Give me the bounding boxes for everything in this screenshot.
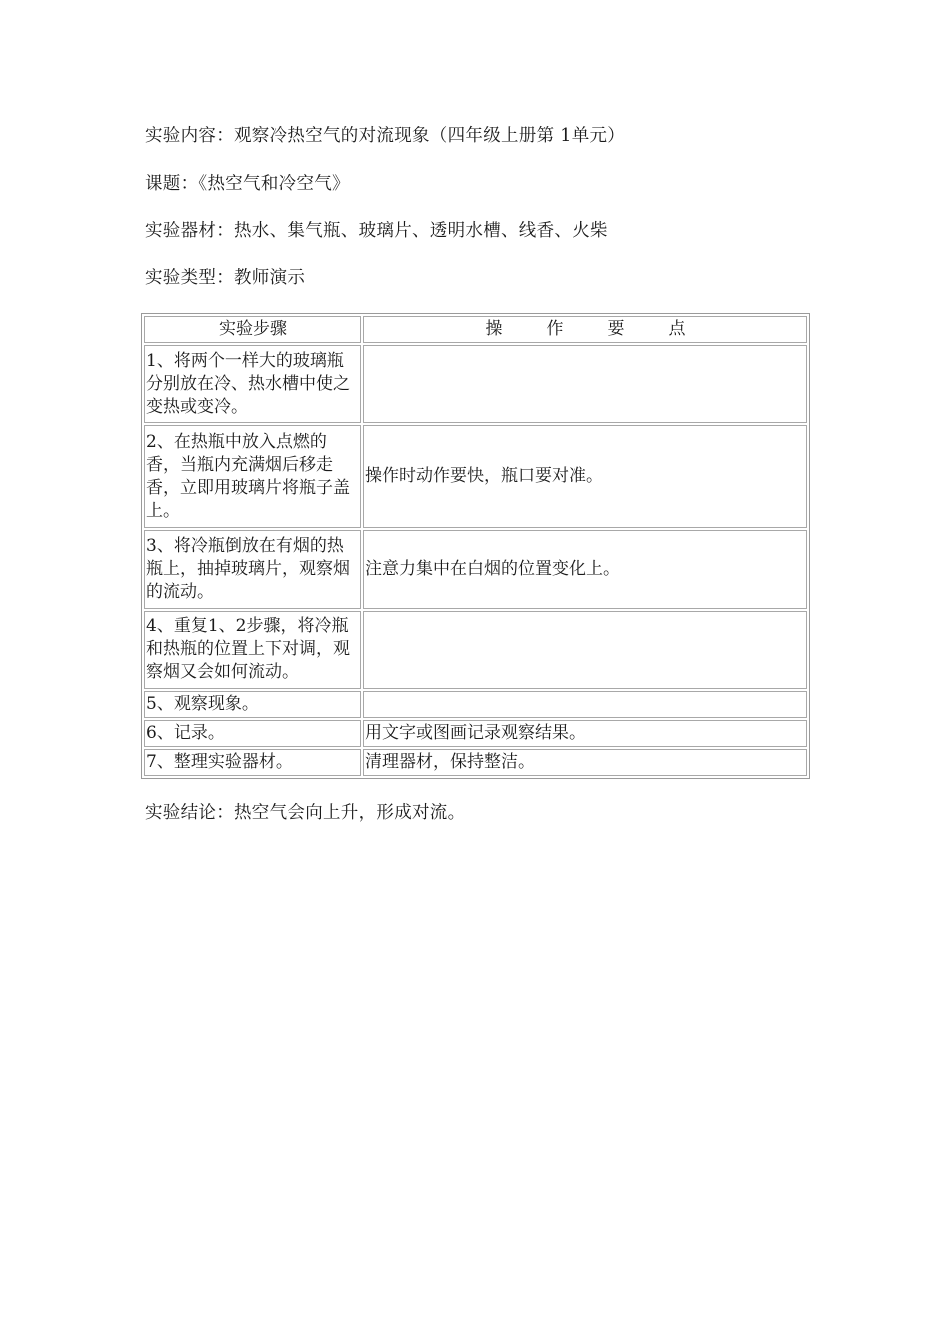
lesson-topic: 课题：《热空气和冷空气》	[145, 174, 350, 194]
step-cell: 6、记录。	[144, 720, 361, 747]
point-cell: 用文字或图画记录观察结果。	[363, 720, 807, 747]
header-point-char: 点	[668, 319, 686, 340]
header-operation-points	[363, 316, 807, 343]
step-cell: 4、重复1、2步骤，将冷瓶和热瓶的位置上下对调，观察烟又会如何流动。	[144, 611, 361, 689]
table-row	[144, 749, 807, 776]
header-point-char: 作	[546, 319, 564, 340]
step-cell: 5、观察现象。	[144, 691, 361, 718]
header-point-char: 要	[607, 319, 625, 340]
point-cell	[363, 691, 807, 718]
point-cell	[363, 611, 807, 689]
table-row	[144, 720, 807, 747]
experiment-type: 实验类型：教师演示	[145, 268, 306, 288]
steps-table	[141, 313, 810, 779]
experiment-materials: 实验器材：热水、集气瓶、玻璃片、透明水槽、线香、火柴	[145, 221, 608, 241]
experiment-conclusion: 实验结论：热空气会向上升，形成对流。	[145, 803, 466, 823]
table-row	[144, 611, 807, 689]
header-steps: 实验步骤	[144, 316, 361, 343]
step-cell: 3、将冷瓶倒放在有烟的热瓶上，抽掉玻璃片，观察烟的流动。	[144, 530, 361, 608]
table-row	[144, 345, 807, 423]
table-row	[144, 691, 807, 718]
experiment-content: 实验内容：观察冷热空气的对流现象（四年级上册第 1单元）	[145, 126, 626, 146]
table-row	[144, 425, 807, 528]
point-cell: 操作时动作要快，瓶口要对准。	[363, 425, 807, 528]
step-cell: 1、将两个一样大的玻璃瓶分别放在冷、热水槽中使之变热或变冷。	[144, 345, 361, 423]
table-row	[144, 530, 807, 608]
point-cell: 注意力集中在白烟的位置变化上。	[363, 530, 807, 608]
table-header-row	[144, 316, 807, 343]
point-cell	[363, 345, 807, 423]
header-point-char: 操	[485, 319, 503, 340]
step-cell: 7、整理实验器材。	[144, 749, 361, 776]
point-cell: 清理器材，保持整洁。	[363, 749, 807, 776]
step-cell: 2、在热瓶中放入点燃的香，当瓶内充满烟后移走香，立即用玻璃片将瓶子盖上。	[144, 425, 361, 528]
